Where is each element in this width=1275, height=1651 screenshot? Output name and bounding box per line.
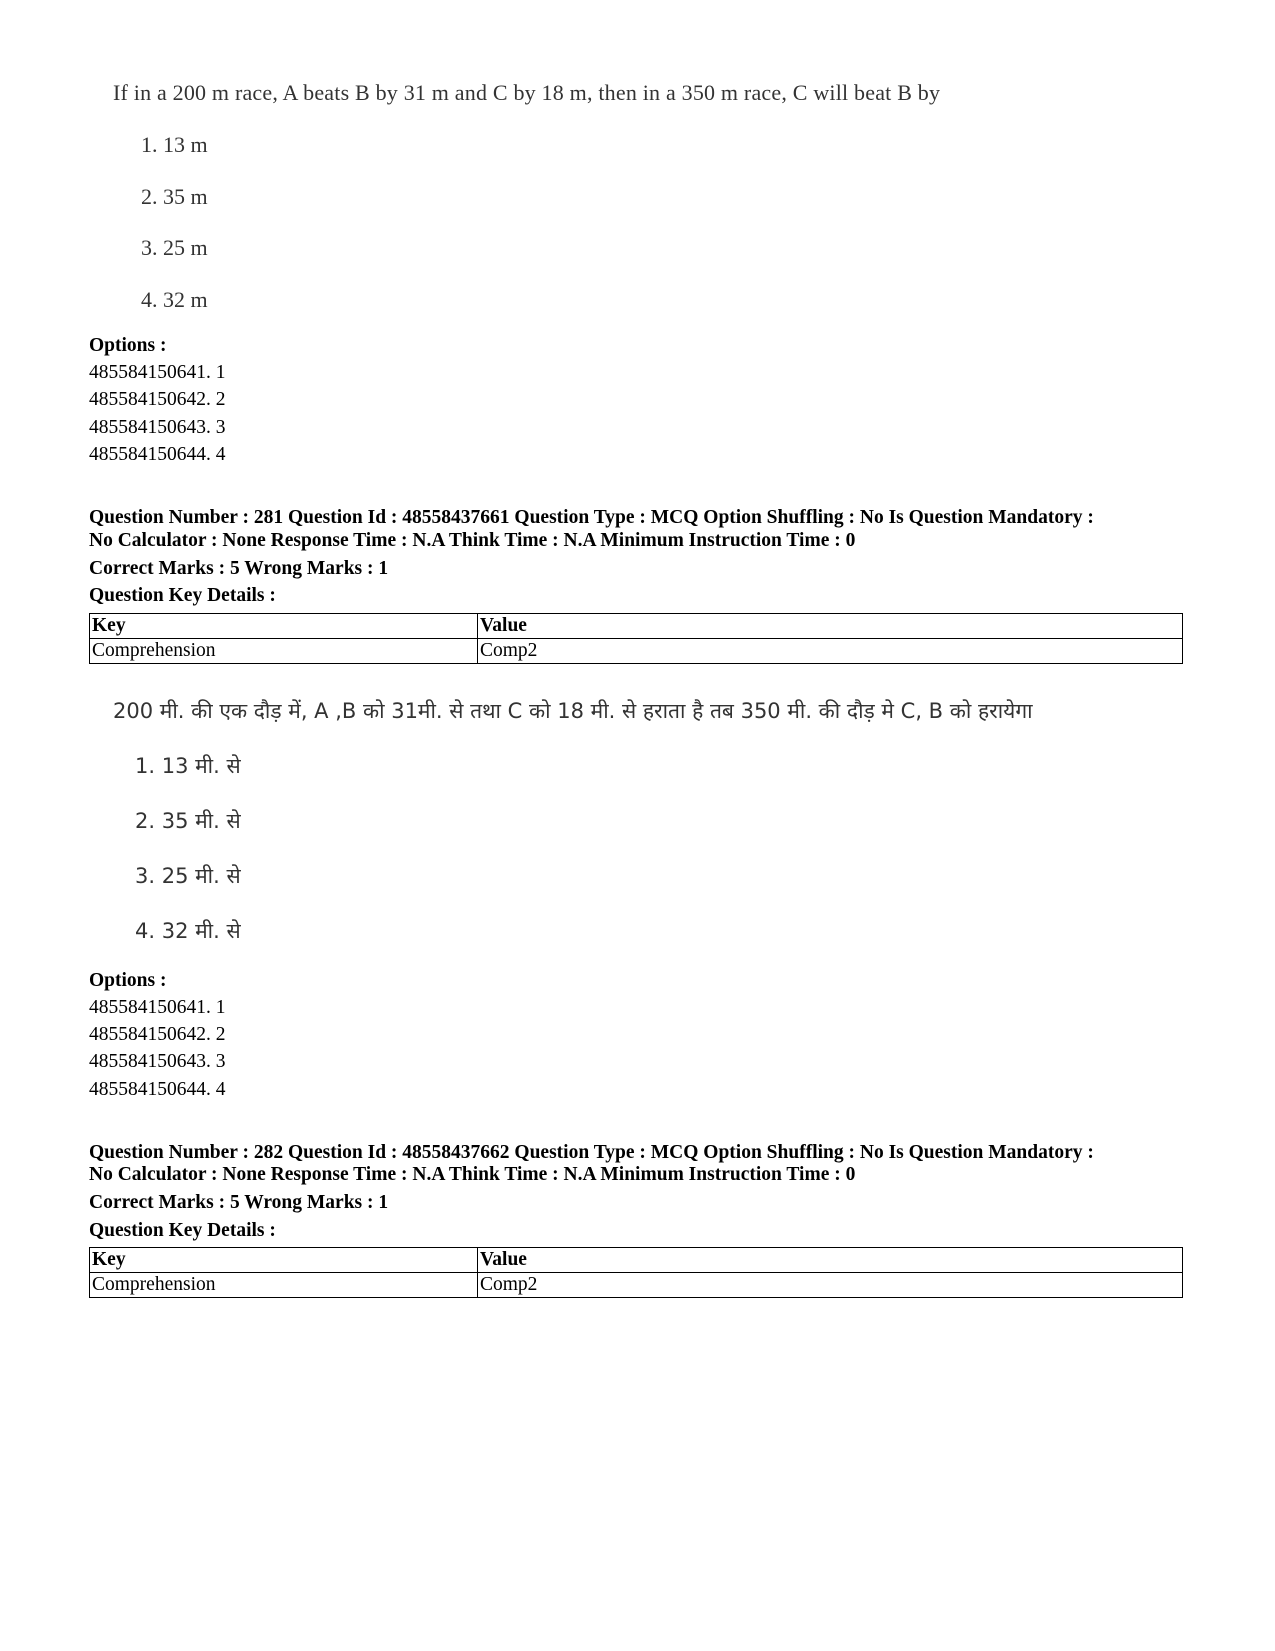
question-choice: 1. 13 मी. से bbox=[135, 754, 241, 778]
option-row: 485584150642. 2 bbox=[89, 1024, 226, 1045]
options-label: Options : bbox=[89, 335, 167, 356]
table-header-cell: Key bbox=[90, 614, 478, 639]
key-details-label: Question Key Details : bbox=[89, 585, 276, 606]
option-row: 485584150641. 1 bbox=[89, 362, 226, 383]
question-choice: 2. 35 मी. से bbox=[135, 809, 241, 833]
question-choice: 4. 32 मी. से bbox=[135, 919, 241, 943]
option-row: 485584150644. 4 bbox=[89, 1079, 226, 1100]
question-choice: 3. 25 मी. से bbox=[135, 864, 241, 888]
option-row: 485584150643. 3 bbox=[89, 417, 226, 438]
table-header-cell: Key bbox=[90, 1248, 478, 1273]
option-row: 485584150643. 3 bbox=[89, 1051, 226, 1072]
option-row: 485584150642. 2 bbox=[89, 389, 226, 410]
question-key-table bbox=[89, 613, 1183, 664]
question-meta-line: Question Number : 281 Question Id : 48558437661 Question Type : MCQ Option Shuffling : No Is Question Mandatory : bbox=[89, 507, 1094, 528]
question-meta-line: Question Number : 282 Question Id : 48558437662 Question Type : MCQ Option Shuffling : No Is Question Mandatory : bbox=[89, 1142, 1094, 1163]
marks-line: Correct Marks : 5 Wrong Marks : 1 bbox=[89, 1192, 389, 1213]
question-meta-line: No Calculator : None Response Time : N.A Think Time : N.A Minimum Instruction Time : 0 bbox=[89, 1164, 856, 1185]
question-meta-line: No Calculator : None Response Time : N.A Think Time : N.A Minimum Instruction Time : 0 bbox=[89, 530, 856, 551]
table-header-cell: Value bbox=[478, 1248, 1183, 1273]
question-stem-image-text-hindi: 200 मी. की एक दौड़ में, A ,B को 31मी. से तथा C को 18 मी. से हराता है तब 350 मी. की दौड़ मे C, B को हरायेगा bbox=[113, 699, 1033, 723]
question-key-table bbox=[89, 1247, 1183, 1298]
table-cell: Comprehension bbox=[90, 1273, 478, 1298]
table-row bbox=[90, 639, 1183, 664]
option-row: 485584150644. 4 bbox=[89, 444, 226, 465]
table-header-row bbox=[90, 1248, 1183, 1273]
table-row bbox=[90, 1273, 1183, 1298]
question-choice: 4. 32 m bbox=[141, 287, 208, 312]
table-cell: Comprehension bbox=[90, 639, 478, 664]
question-choice: 3. 25 m bbox=[141, 235, 208, 260]
table-header-cell: Value bbox=[478, 614, 1183, 639]
table-cell: Comp2 bbox=[478, 639, 1183, 664]
options-label: Options : bbox=[89, 970, 167, 991]
key-details-label: Question Key Details : bbox=[89, 1220, 276, 1241]
table-cell: Comp2 bbox=[478, 1273, 1183, 1298]
question-stem-image-text: If in a 200 m race, A beats B by 31 m and C by 18 m, then in a 350 m race, C will beat B by bbox=[113, 80, 941, 105]
table-header-row bbox=[90, 614, 1183, 639]
marks-line: Correct Marks : 5 Wrong Marks : 1 bbox=[89, 558, 389, 579]
question-choice: 2. 35 m bbox=[141, 184, 208, 209]
option-row: 485584150641. 1 bbox=[89, 997, 226, 1018]
question-choice: 1. 13 m bbox=[141, 132, 208, 157]
